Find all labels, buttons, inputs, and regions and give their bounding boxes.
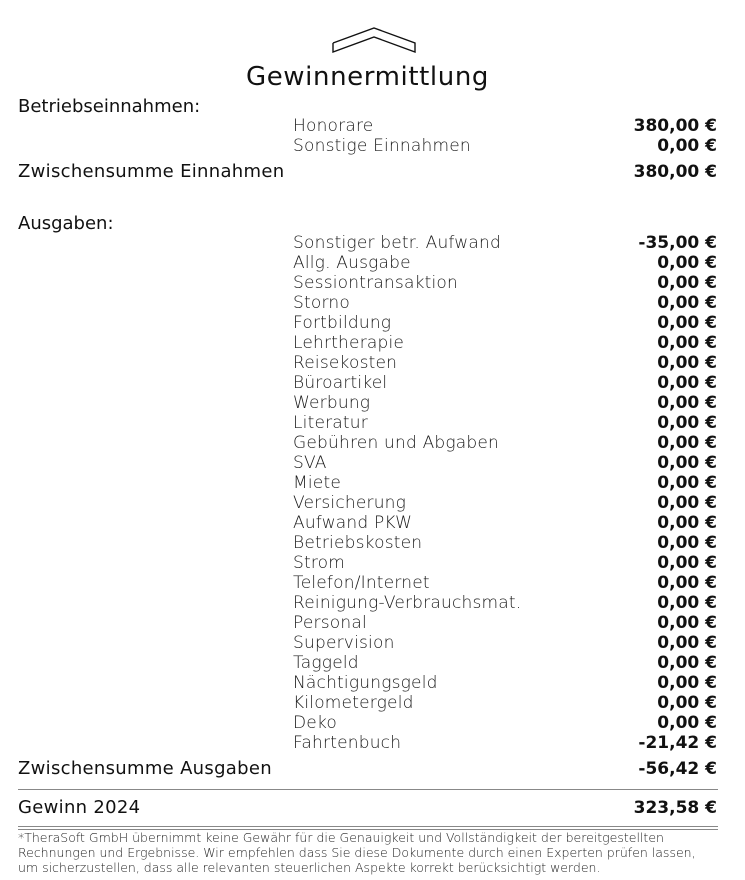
expenses-section-label: Ausgaben: (18, 213, 114, 234)
expense-item-value: 0,00 € (657, 553, 717, 573)
expense-item-label: Reinigung-Verbrauchsmat. (293, 593, 522, 613)
expense-item-value: 0,00 € (657, 593, 717, 613)
expense-item-label: SVA (293, 453, 327, 473)
expense-item-value: 0,00 € (657, 713, 717, 733)
expense-item-label: Sonstiger betr. Aufwand (293, 233, 501, 253)
expense-item-label: Strom (293, 553, 346, 573)
expense-item-value: 0,00 € (657, 313, 717, 333)
expense-item-label: Lehrtherapie (293, 333, 405, 353)
expense-item-value: 0,00 € (657, 493, 717, 513)
expense-item-row (0, 433, 745, 453)
income-item-row (0, 136, 745, 156)
expense-item-row (0, 693, 745, 713)
expense-item-row (0, 673, 745, 693)
expense-item-label: Telefon/Internet (293, 573, 430, 593)
expense-item-label: Literatur (293, 413, 368, 433)
expense-item-value: 0,00 € (657, 513, 717, 533)
expense-item-value: 0,00 € (657, 373, 717, 393)
expense-item-label: Supervision (293, 633, 395, 653)
disclaimer-text: *TheraSoft GmbH übernimmt keine Gewähr für die Genauigkeit und Vollständigkeit der bereitgestellten Rechnungen und Ergebnisse. Wir empfehlen dass Sie diese Dokumente durch einen Experten prüfen lassen, um sicherzustellen, dass alle relevanten steuerlichen Aspekte korrekt berücksichtigt werden. (18, 830, 696, 875)
income-subtotal-row (0, 160, 745, 184)
expense-item-row (0, 533, 745, 553)
expense-item-label: Betriebskosten (293, 533, 423, 553)
expenses-subtotal-label: Zwischensumme Ausgaben (18, 758, 272, 779)
expense-item-row (0, 633, 745, 653)
expense-item-value: 0,00 € (657, 673, 717, 693)
income-item-value: 0,00 € (657, 136, 717, 156)
expense-item-row (0, 373, 745, 393)
income-subtotal-value: 380,00 € (633, 162, 717, 182)
expense-item-row (0, 733, 745, 753)
expense-item-row (0, 473, 745, 493)
expenses-subtotal-row (0, 757, 745, 781)
expense-item-label: Nächtigungsgeld (293, 673, 438, 693)
expense-item-row (0, 573, 745, 593)
expense-item-row (0, 613, 745, 633)
expense-item-label: Allg. Ausgabe (293, 253, 411, 273)
expense-item-value: 0,00 € (657, 253, 717, 273)
expense-item-row (0, 593, 745, 613)
expense-item-row (0, 293, 745, 313)
expense-item-value: 0,00 € (657, 273, 717, 293)
income-item-row (0, 116, 745, 136)
expense-item-value: 0,00 € (657, 353, 717, 373)
expense-item-row (0, 413, 745, 433)
expense-item-value: -21,42 € (638, 733, 717, 753)
expense-item-value: 0,00 € (657, 433, 717, 453)
expense-item-row (0, 713, 745, 733)
expense-item-value: 0,00 € (657, 573, 717, 593)
divider-top (18, 789, 718, 790)
expense-item-label: Fahrtenbuch (293, 733, 402, 753)
expense-item-label: Storno (293, 293, 350, 313)
page-title: Gewinnermittlung (245, 62, 490, 92)
income-section-label: Betriebseinnahmen: (18, 96, 201, 117)
income-item-label: Honorare (293, 116, 374, 136)
expense-item-value: 0,00 € (657, 693, 717, 713)
profit-row (0, 796, 745, 820)
profit-label: Gewinn 2024 (18, 797, 141, 818)
expense-item-value: 0,00 € (657, 533, 717, 553)
expense-item-row (0, 653, 745, 673)
expense-item-label: Versicherung (293, 493, 407, 513)
expense-item-row (0, 553, 745, 573)
divider-bottom (18, 826, 718, 827)
expense-item-row (0, 273, 745, 293)
expense-item-label: Büroartikel (293, 373, 388, 393)
expense-item-row (0, 453, 745, 473)
profit-value: 323,58 € (633, 798, 717, 818)
expense-item-value: 0,00 € (657, 473, 717, 493)
expense-item-label: Deko (293, 713, 337, 733)
expense-item-row (0, 253, 745, 273)
expense-item-row (0, 353, 745, 373)
expense-item-label: Kilometergeld (293, 693, 414, 713)
expense-item-label: Reisekosten (293, 353, 398, 373)
expense-item-value: 0,00 € (657, 393, 717, 413)
expense-item-value: 0,00 € (657, 633, 717, 653)
expense-item-label: Aufwand PKW (293, 513, 413, 533)
expense-item-row (0, 233, 745, 253)
income-item-value: 380,00 € (633, 116, 717, 136)
expense-item-value: 0,00 € (657, 333, 717, 353)
expense-item-label: Gebühren und Abgaben (293, 433, 500, 453)
expense-item-value: 0,00 € (657, 413, 717, 433)
expense-item-label: Personal (293, 613, 367, 633)
expense-item-row (0, 333, 745, 353)
expense-item-label: Sessiontransaktion (293, 273, 458, 293)
expense-item-value: 0,00 € (657, 293, 717, 313)
expense-item-row (0, 493, 745, 513)
expenses-subtotal-value: -56,42 € (638, 759, 717, 779)
expense-item-row (0, 513, 745, 533)
expense-item-label: Taggeld (293, 653, 359, 673)
expense-item-value: 0,00 € (657, 613, 717, 633)
income-item-label: Sonstige Einnahmen (293, 136, 471, 156)
roof-logo-icon (332, 26, 416, 54)
expense-item-value: 0,00 € (657, 453, 717, 473)
expense-item-value: 0,00 € (657, 653, 717, 673)
expense-item-row (0, 313, 745, 333)
expense-item-label: Fortbildung (293, 313, 392, 333)
expense-item-value: -35,00 € (638, 233, 717, 253)
income-subtotal-label: Zwischensumme Einnahmen (18, 161, 285, 182)
expense-item-label: Miete (293, 473, 341, 493)
expense-item-row (0, 393, 745, 413)
expense-item-label: Werbung (293, 393, 371, 413)
